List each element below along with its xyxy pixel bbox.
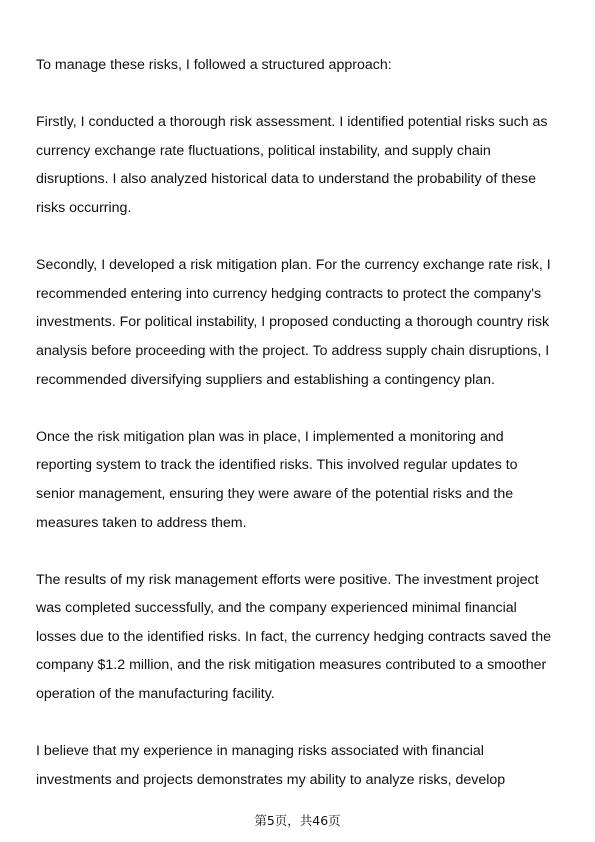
text-line: The results of my risk management efforts were positive. The investment project [36,571,539,588]
text-line: disruptions. I also analyzed historical data to understand the probability of these [36,171,537,188]
text-line: I believe that my experience in managing risks associated with financial [36,743,484,760]
text-line: measures taken to address them. [36,514,247,531]
text-line: To manage these risks, I followed a structured approach: [36,57,392,73]
paragraph-risk-assessment [36,108,564,222]
text-line: investments and projects demonstrates my ability to analyze risks, develop [36,771,506,788]
paragraph-intro [36,51,564,80]
text-line: Secondly, I developed a risk mitigation plan. For the currency exchange rate risk, I [36,257,551,274]
paragraph-results [36,566,564,709]
text-line: Once the risk mitigation plan was in place, I implemented a monitoring and [36,428,504,445]
text-line: company $1.2 million, and the risk mitigation measures contributed to a smoother [36,657,547,674]
document-body [36,51,564,794]
text-line: operation of the manufacturing facility. [36,686,275,703]
text-line: was completed successfully, and the company experienced minimal financial [36,600,517,617]
text-line: investments. For political instability, I proposed conducting a thorough country risk [36,314,550,331]
text-line: risks occurring. [36,199,132,216]
text-line: recommended entering into currency hedging contracts to protect the company's [36,285,542,302]
text-line: reporting system to track the identified risks. This involved regular updates to [36,457,518,474]
paragraph-mitigation-plan [36,251,564,394]
text-line: analysis before proceeding with the project. To address supply chain disruptions, I [36,342,550,359]
text-line: senior management, ensuring they were aware of the potential risks and the [36,485,514,502]
text-line: losses due to the identified risks. In fact, the currency hedging contracts saved the [36,628,551,645]
text-line: recommended diversifying suppliers and establishing a contingency plan. [36,371,495,388]
paragraph-monitoring [36,423,564,537]
text-line: Firstly, I conducted a thorough risk assessment. I identified potential risks such as [36,114,548,131]
paragraph-conclusion [36,737,564,794]
page-number: 第5页，共46页 [254,813,341,828]
text-line: currency exchange rate fluctuations, political instability, and supply chain [36,142,491,159]
